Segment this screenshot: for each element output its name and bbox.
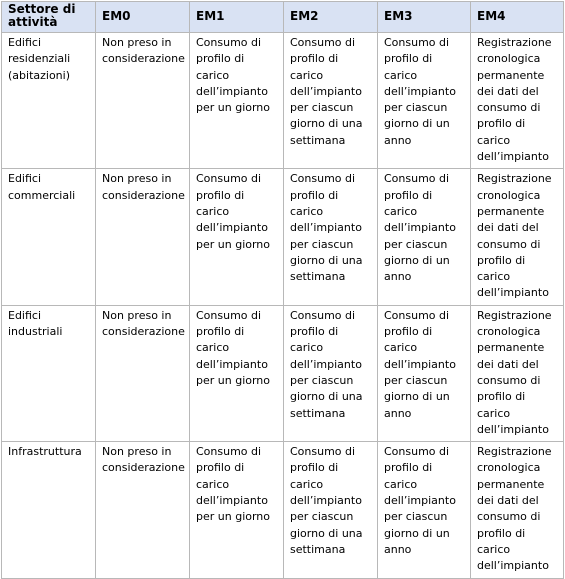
cell-em1: Consumo di profilo di carico dell’impianto per un giorno (190, 33, 284, 169)
table-body (2, 33, 564, 579)
header-em2: EM2 (284, 2, 378, 33)
cell-sector: Infrastruttura (2, 442, 96, 578)
cell-em2: Consumo di profilo di carico dell’impianto per ciascun giorno di una settimana (284, 442, 378, 578)
cell-em4: Registrazione cronologica permanente dei dati del consumo di profilo di carico dell’impianto (471, 442, 564, 578)
table-row (2, 33, 564, 169)
table-row (2, 305, 564, 441)
cell-em4: Registrazione cronologica permanente dei dati del consumo di profilo di carico dell’impianto (471, 169, 564, 305)
cell-em0: Non preso in considerazione (96, 33, 190, 169)
table-header (2, 2, 564, 33)
header-em4: EM4 (471, 2, 564, 33)
cell-em2: Consumo di profilo di carico dell’impianto per ciascun giorno di una settimana (284, 169, 378, 305)
table-row (2, 442, 564, 578)
cell-em2: Consumo di profilo di carico dell’impianto per ciascun giorno di una settimana (284, 33, 378, 169)
header-em1: EM1 (190, 2, 284, 33)
cell-em3: Consumo di profilo di carico dell’impianto per ciascun giorno di un anno (378, 442, 471, 578)
cell-em1: Consumo di profilo di carico dell’impianto per un giorno (190, 305, 284, 441)
cell-em1: Consumo di profilo di carico dell’impianto per un giorno (190, 169, 284, 305)
cell-sector: Edifici commerciali (2, 169, 96, 305)
cell-em1: Consumo di profilo di carico dell’impianto per un giorno (190, 442, 284, 578)
cell-em4: Registrazione cronologica permanente dei dati del consumo di profilo di carico dell’impianto (471, 305, 564, 441)
header-sector: Settore di attività (2, 2, 96, 33)
cell-em3: Consumo di profilo di carico dell’impianto per ciascun giorno di un anno (378, 169, 471, 305)
cell-em0: Non preso in considerazione (96, 442, 190, 578)
cell-em3: Consumo di profilo di carico dell’impianto per ciascun giorno di un anno (378, 305, 471, 441)
cell-em3: Consumo di profilo di carico dell’impianto per ciascun giorno di un anno (378, 33, 471, 169)
cell-em2: Consumo di profilo di carico dell’impianto per ciascun giorno di una settimana (284, 305, 378, 441)
cell-em4: Registrazione cronologica permanente dei dati del consumo di profilo di carico dell’impianto (471, 33, 564, 169)
header-row (2, 2, 564, 33)
table-row (2, 169, 564, 305)
cell-sector: Edifici residenziali (abitazioni) (2, 33, 96, 169)
cell-em0: Non preso in considerazione (96, 169, 190, 305)
cell-em0: Non preso in considerazione (96, 305, 190, 441)
header-em3: EM3 (378, 2, 471, 33)
energy-monitoring-table (1, 1, 564, 579)
cell-sector: Edifici industriali (2, 305, 96, 441)
header-em0: EM0 (96, 2, 190, 33)
